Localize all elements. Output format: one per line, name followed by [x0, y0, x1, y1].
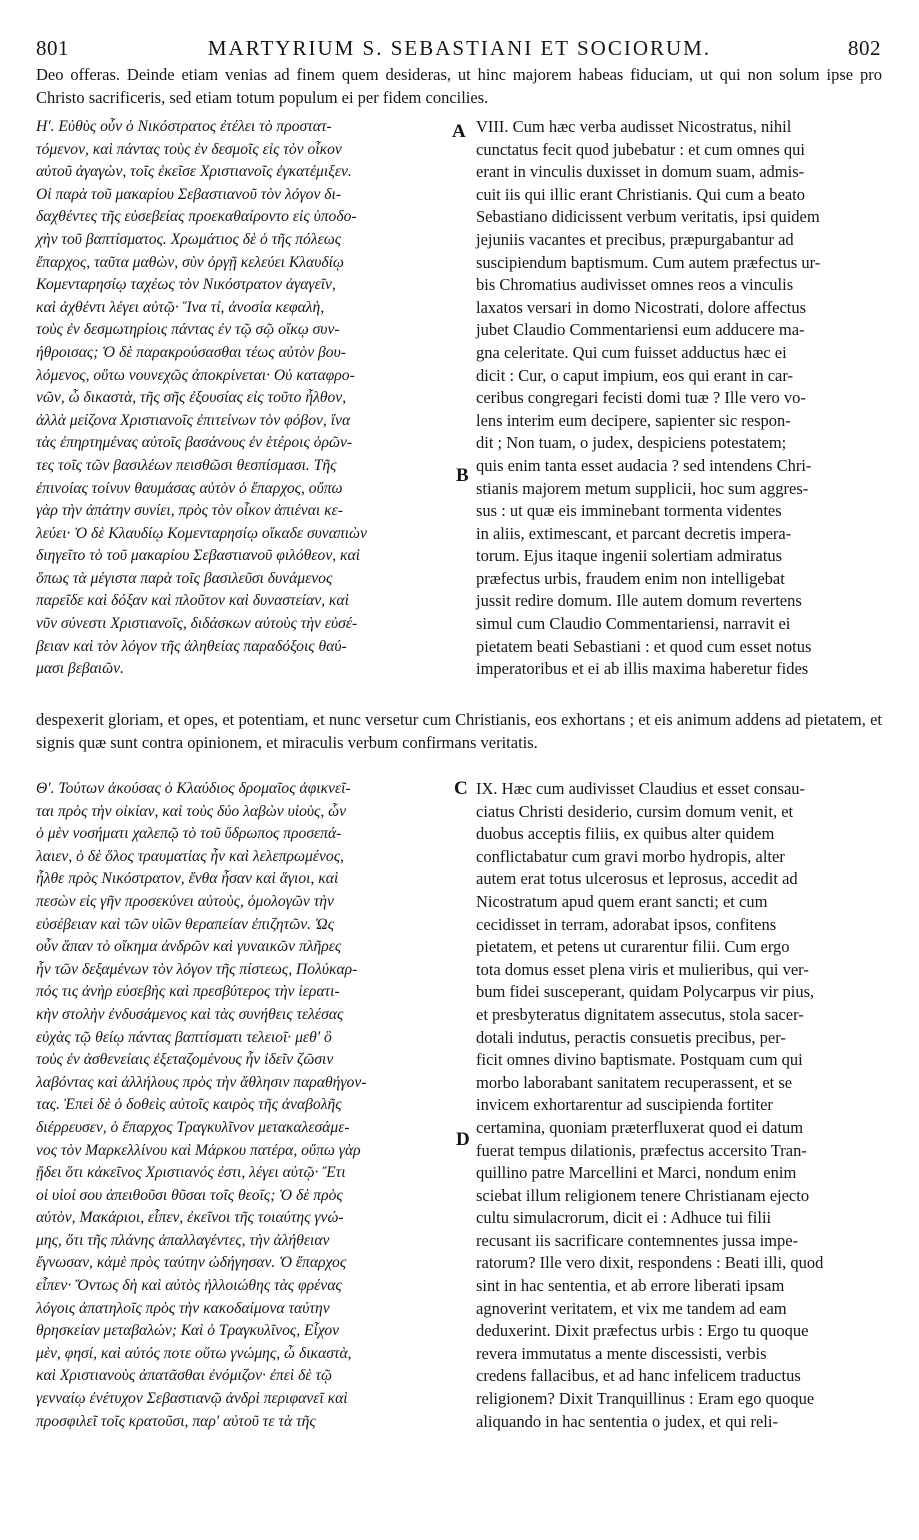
greek-text-section-th: Θ'. Τούτων ἀκούσας ὁ Κλαύδιος δρομαῖος ἀφικνεῖ- ται πρὸς τὴν οἰκίαν, καὶ τοὺς δύο λαβὼν υἱοὺς, ὧν ὁ μὲν νοσήματι χαλεπῷ τὸ τοῦ ὕδρωπος προσεπά- λαιεν, ὁ δὲ ὅλος τραυματίας ἦν καὶ λελεπρωμένος, ἦλθε πρὸς Νικόστρατον, ἔνθα ἦσαν καὶ ἅγιοι, καὶ πεσὼν εἰς γῆν προσεκύνει αὐτοὺς, ὁμολογῶν τὴν εὐσέβειαν καὶ τῶν υἱῶν θεραπείαν ἐπιζητῶν. Ὡς οὖν ἅπαν τὸ οἴκημα ἀνδρῶν καὶ γυναικῶν πλῆρες ἦν τῶν δεξαμένων τὸν λόγον τῆς πίστεως, Πολύκαρ- πός τις ἀνὴρ εὐσεβὴς καὶ πρεσβύτερος τὴν ἱερατι- κὴν στολὴν ἐνδυσάμενος καὶ τὰς συνήθεις τελέσας εὐχὰς τῷ θείῳ πάντας βαπτίσματι τελειοῖ· μεθ' ὃ τοὺς ἐν ἀσθενείαις ἐξεταζομένους ἦν ἰδεῖν ζῶσιν λαβόντας καὶ ἀλλήλους πρὸς τὴν ἄθλησιν παραθήγον- τας. Ἐπεὶ δὲ ὁ δοθεὶς αὐτοῖς καιρὸς τῆς ἀναβολῆς διέρρευσεν, ὁ ἔπαρχος Τραγκυλῖνον μετακαλεσάμε- νος τὸν Μαρκελλίνου καὶ Μάρκου πατέρα, οὔπω γὰρ ᾔδει ὅτι κἀκεῖνος Χριστιανός ἐστι, λέγει αὐτῷ· Ἔτι οἱ υἱοί σου ἀπειθοῦσι θῦσαι τοῖς θεοῖς; Ὁ δὲ πρὸς αὐτὸν, Μακάριοι, εἶπεν, ἐκεῖνοι τῆς τοιαύτης γνώ- μης, ὅτι τῆς πλάνης ἀπαλλαγέντες, τὴν ἀλήθειαν ἔγνωσαν, κἀμὲ πρὸς ταύτην ὠδήγησαν. Ὁ ἔπαρχος εἶπεν· Ὄντως δὴ καὶ αὐτὸς ἠλλοιώθης τὰς φρένας λόγοις ἀπατηλοῖς πρὸς τὴν κακοδαίμονα ταύτην θρησκείαν μεταβαλών; Καὶ ὁ Τραγκυλῖνος, Εἶχον μὲν, φησί, καὶ αὐτός ποτε οὕτω γνώμης, ὦ δικαστὰ, καὶ Χριστιανοὺς ἀπατᾶσθαι ἐνόμιζον· ἐπεὶ δὲ τῷ γενναίῳ ἐνέτυχον Σεβαστιανῷ ἀνδρὶ περιφανεῖ καὶ προσφιλεῖ τοῖς κρατοῦσι, παρ' αὐτοῦ τε τὰ τῆς: [36, 780, 367, 1430]
margin-marker-c: C: [454, 778, 468, 799]
middle-text: despexerit gloriam, et opes, et potentiam, et nunc versetur cum Christianis, eos exhortans ; et eis animum addens ad pietatem, et signis quæ sunt contra opinionem, et miraculis verbum confirmans veritatis.: [36, 710, 882, 752]
greek-text-section-h: Η'. Εὐθὺς οὖν ὁ Νικόστρατος ἐτέλει τὸ προστατ- τόμενον, καὶ πάντας τοὺς ἐν δεσμοῖς εἰς τὸν οἶκον αὐτοῦ ἀγαγὼν, τοῖς ἐκεῖσε Χριστιανοῖς ἐγκατέμιξεν. Οἱ παρὰ τοῦ μακαρίου Σεβαστιανοῦ τὸν λόγον δι- δαχθέντες τῆς εὐσεβείας προεκαθαίροντο εἰς ὑποδο- χὴν τοῦ βαπτίσματος. Χρωμάτιος δὲ ὁ τῆς πόλεως ἔπαρχος, ταῦτα μαθὼν, σὺν ὀργῇ κελεύει Κλαυδίῳ Κομενταρησίῳ ταχέως τὸν Νικόστρατον ἀγαγεῖν, καὶ ἀχθέντι λέγει αὐτῷ· Ἵνα τί, ἀνοσία κεφαλὴ, τοὺς ἐν δεσμωτηρίοις πάντας ἐν τῷ σῷ οἴκῳ συν- ήθροισας; Ὁ δὲ παρακρούσασθαι τέως αὐτὸν βου- λόμενος, οὕτω νουνεχῶς ἀποκρίνεται· Οὐ καταφρο- νῶν, ὦ δικαστὰ, τῆς σῆς ἐξουσίας εἰς τοῦτο ἦλθον, ἀλλὰ μείζονα Χριστιανοῖς ἐπιτείνων τὸν φόβον, ἵνα τὰς ἐπηρτημένας αὐτοῖς βασάνους ἐν ἑτέροις ὁρῶν- τες τοῖς τῶν βασιλέων πεισθῶσι θεσπίσμασι. Τῆς ἐπινοίας τοίνυν θαυμάσας αὐτὸν ὁ ἔπαρχος, οὔπω γὰρ τὴν ἀπάτην συνίει, πρὸς τὸν οἶκον ἀπιέναι κε- λεύει· Ὁ δὲ Κλαυδίῳ Κομενταρησίῳ οἴκαδε συναπιὼν διηγεῖτο τὸ τοῦ μακαρίου Σεβαστιανοῦ φιλόθεον, καὶ ὅπως τὰ μέγιστα παρὰ τοῖς βασιλεῦσι δυνάμενος παρεῖδε καὶ δόξαν καὶ πλοῦτον καὶ δυναστείαν, καὶ νῦν σύνεστι Χριστιανοῖς, διδάσκων αὐτοὺς τὴν εὐσέ- βειαν καὶ τὸν λόγον τῆς ἀληθείας παραδόξοις θαύ- μασι βεβαιῶν.: [36, 118, 367, 678]
opening-text: Deo offeras. Deinde etiam venias ad finem quem desideras, ut hinc majorem habeas fiduciam, ut qui non solum ipse pro Christo sacrificeris, sed etiam totum populum ei per fidem concilies.: [36, 65, 882, 107]
latin-column-section-ix: [476, 778, 882, 1433]
opening-latin-paragraph: [36, 64, 882, 109]
margin-marker-d: D: [456, 1129, 470, 1150]
greek-column-section-h: [36, 116, 456, 681]
greek-column-section-th: [36, 778, 456, 1433]
latin-column-section-viii: [476, 116, 882, 681]
right-page-number: 802: [848, 36, 881, 60]
latin-text-section-viii: VIII. Cum hæc verba audisset Nicostratus, nihil cunctatus fecit quod jubebatur : et cum omnes qui erant in vinculis duxisset in domum suam, admis- cuit iis qui illic erant Christianis. Qui cum a beato Sebastiano didicissent verbum veritatis, ipsi quidem jejuniis vacantes et precibus, præpurgabantur ad suscipiendum baptismum. Cum autem præfectus ur- bis Chromatius audivisset omnes reos a vinculis laxatos versari in domo Nicostrati, dolore affectus jubet Claudio Commentariensi eum adducere ma- gna celeritate. Qui cum fuisset adductus hæc ei dicit : Cur, o caput impium, eos qui erant in car- ceribus congregari fecisti domi tuæ ? Ille vero vo- lens interim eum decipere, sapienter sic respon- dit ; Non tuam, o judex, despiciens potestatem; quis enim tanta esset audacia ? sed intendens Chri- stianis majorem metum supplicii, hoc sum aggres- sus : ut quæ eis imminebant tormenta videntes in aliis, extimescant, et parcant decretis impera- torum. Ejus itaque ingenii solertiam admiratus præfectus urbis, fraudem enim non intelligebat jussit redire domum. Ille autem domum revertens simul cum Claudio Commentariensi, narravit ei pietatem beati Sebastiani : et quod cum esset notus imperatoribus et ei ab illis maxima haberetur fides: [476, 117, 821, 679]
latin-text-section-ix: IX. Hæc cum audivisset Claudius et esset consau- ciatus Christi desiderio, cursim domum venit, et duobus acceptis filiis, ex quibus alter quidem conflictabatur cum gravi morbo hydropis, alter autem erat totus ulcerosus et leprosus, accedit ad Nicostratum apud quem erant sancti; et cum cecidisset in terram, adorabat ipsos, confitens pietatem, et petens ut curarentur filii. Cum ergo tota domus esset plena viris et mulieribus, qui ver- bum fidei susceperant, quidam Polycarpus vir pius, et presbyteratus dignitatem assecutus, stola sacer- dotali indutus, peractis consuetis precibus, per- ficit omnes divino baptismate. Postquam cum qui morbo laborabant sanitatem recuperassent, et se invicem exhortarentur ad suscipienda fortiter certamina, quoniam præterfluxerat quod ei datum fuerat tempus dilationis, præfectus accersito Tran- quillino patre Marcellini et Marci, nondum enim sciebat illum religionem tenere Christianam ejecto cultu simulacrorum, dicit ei : Adhuce tui filii recusant iis sacrificare contemnentes jussa impe- ratorum? Ille vero dixit, respondens : Beati illi, quod sint in hac sententia, et ab errore liberati ipsam agnoverint veritatem, et vix me tandem ad eam deduxerint. Dixit præfectus urbis : Ergo tu quoque revera immutatus a mente discessisti, verbis credens fallacibus, et ad hanc infelicem traductus religionem? Dixit Tranquillinus : Eram ego quoque aliquando in hac sententia o judex, et qui reli-: [476, 779, 824, 1431]
running-title: MARTYRIUM S. SEBASTIANI ET SOCIORUM.: [207, 36, 712, 60]
middle-latin-paragraph: [36, 709, 882, 754]
margin-marker-a: A: [452, 121, 466, 142]
margin-marker-b: B: [456, 465, 469, 486]
left-page-number: 801: [36, 36, 69, 60]
